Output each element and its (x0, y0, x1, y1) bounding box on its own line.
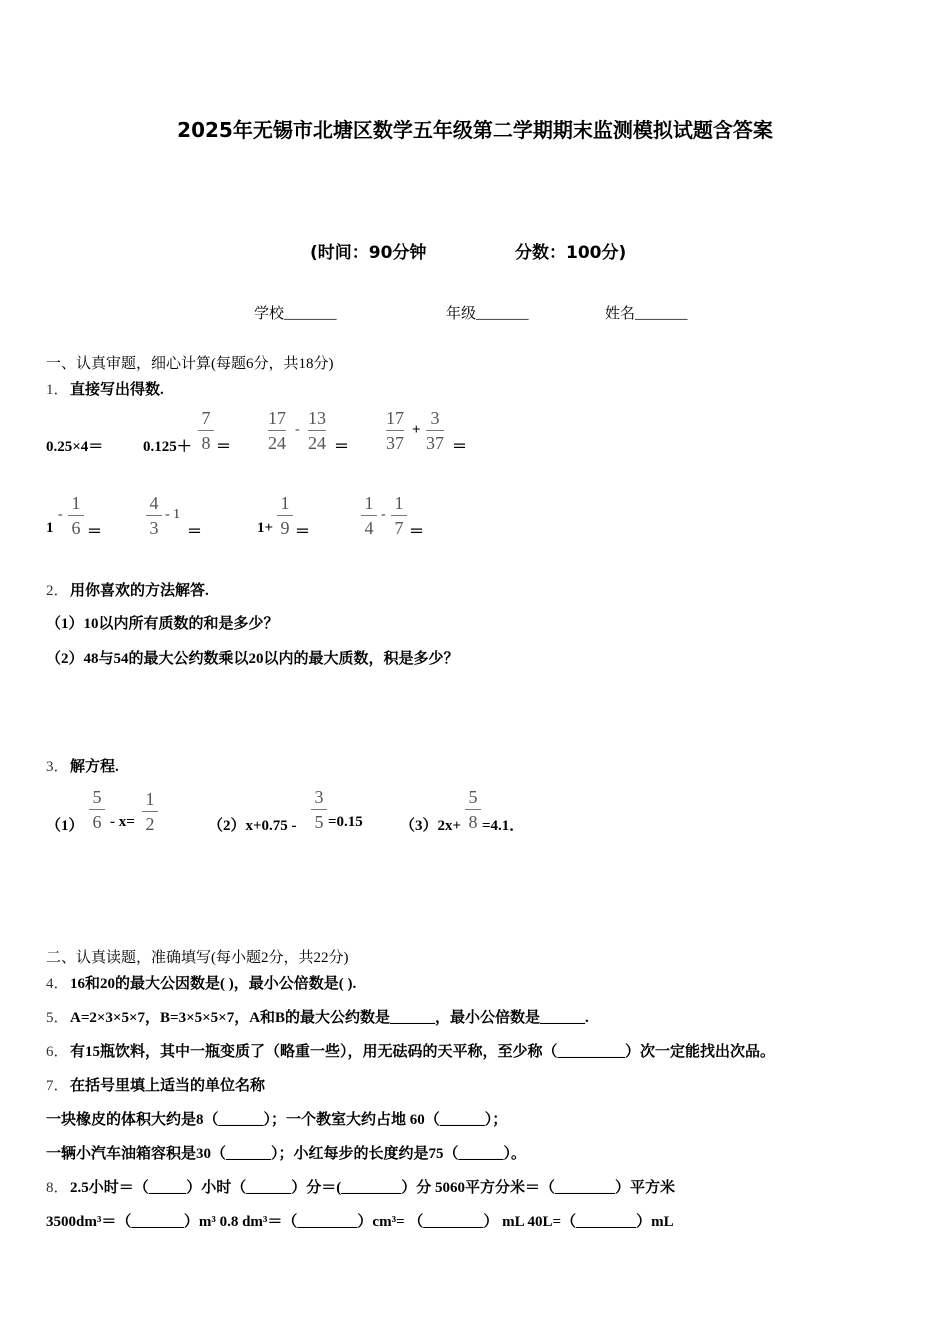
q1-r1-e4-op: + (412, 422, 421, 438)
exam-score: 分数：100分) (515, 243, 627, 263)
q5-text: A=2×3×5×7，B=3×5×5×7，A和B的最大公约数是______，最小公倍数是______. (70, 1010, 589, 1026)
numerator: 1 (145, 789, 155, 809)
q3-e1-fraction1 (89, 787, 105, 832)
numerator: 17 (386, 408, 404, 428)
q3-number: 3． (46, 759, 69, 775)
denominator: 9 (280, 518, 290, 538)
numerator: 1 (71, 493, 81, 513)
denominator: 3 (149, 518, 159, 538)
q2-part2: （2）48与54的最大公约数乘以20以内的最大质数，积是多少？ (46, 651, 459, 667)
q8-line1: 2.5小时＝（_____）小时（______）分＝(________）分 5060平方分米＝（________）平方米 (70, 1180, 675, 1196)
school-field: 学校_______ (254, 306, 337, 322)
numerator: 17 (268, 408, 286, 428)
fraction-bar (308, 430, 326, 431)
q1-r1-e4-post: ＝ (452, 439, 468, 455)
denominator: 4 (364, 518, 374, 538)
fraction-bar (146, 515, 162, 516)
denominator: 24 (268, 433, 286, 453)
denominator: 7 (394, 518, 404, 538)
q1-r2-e3-post: ＝ (295, 524, 311, 540)
numerator: 5 (92, 787, 102, 807)
q8-number: 8． (46, 1180, 69, 1196)
grade-field: 年级_______ (446, 306, 529, 322)
numerator: 1 (364, 493, 374, 513)
denominator: 8 (201, 433, 211, 453)
q3-e2-pre: （2）x+0.75 - (208, 818, 297, 834)
fraction-bar (277, 515, 293, 516)
numerator: 3 (430, 408, 440, 428)
q3-e1-fraction2 (142, 789, 158, 834)
q1-r2-e1-pre: 1 (46, 520, 54, 536)
q1-r1-e3-fraction1 (268, 408, 286, 453)
q1-r2-e3-pre: 1+ (257, 520, 274, 536)
fraction-bar (391, 515, 407, 516)
denominator: 8 (468, 812, 478, 832)
denominator: 24 (308, 433, 326, 453)
q3-e1-mid: - x= (110, 814, 135, 830)
q1-r1-e3-post: ＝ (334, 439, 350, 455)
q3-e3-post: =4.1． (482, 818, 525, 834)
q3-text: 解方程. (70, 759, 119, 775)
denominator: 37 (386, 433, 404, 453)
denominator: 2 (145, 814, 155, 834)
denominator: 5 (314, 812, 324, 832)
numerator: 7 (201, 408, 211, 428)
q1-r2-e2-op: - 1 (165, 507, 181, 522)
fraction-bar (68, 515, 84, 516)
q5-number: 5． (46, 1010, 69, 1026)
denominator: 37 (426, 433, 444, 453)
q1-r1-e4-fraction1 (386, 408, 404, 453)
q1-r2-e1-op: - (58, 507, 63, 522)
q1-r2-e1-fraction (68, 493, 84, 538)
numerator: 3 (314, 787, 324, 807)
fraction-bar (268, 430, 286, 431)
fraction-bar (89, 809, 105, 810)
numerator: 4 (149, 493, 159, 513)
q3-e2-fraction (311, 787, 327, 832)
q1-r1-e3-op: - (295, 422, 300, 437)
q1-r2-e2-fraction (146, 493, 162, 538)
q1-r1-e2-pre: 0.125＋ (143, 439, 192, 455)
numerator: 1 (394, 493, 404, 513)
section2-heading: 二、认真读题，准确填写(每小题2分，共22分) (46, 950, 349, 966)
q1-r2-e4-op: - (381, 507, 386, 522)
q6-number: 6． (46, 1044, 69, 1060)
numerator: 5 (468, 787, 478, 807)
q1-r2-e4-fraction2 (391, 493, 407, 538)
fraction-bar (361, 515, 377, 516)
numerator: 13 (308, 408, 326, 428)
q1-r2-e1-post: ＝ (87, 524, 103, 540)
exam-time: (时间：90分钟 (310, 243, 427, 263)
q3-e3-pre: （3）2x+ (400, 818, 462, 834)
q8-line2: 3500dm³＝（_______）m³ 0.8 dm³＝（________）cm³= （________） mL 40L=（________）mL (46, 1214, 674, 1230)
q1-text: 直接写出得数. (70, 382, 164, 398)
q7-number: 7． (46, 1078, 69, 1094)
q7-text: 在括号里填上适当的单位名称 (70, 1078, 266, 1094)
q4-number: 4． (46, 976, 69, 992)
fraction-bar (426, 430, 444, 431)
q1-r2-e2-post: ＝ (187, 524, 203, 540)
q1-r1-e1: 0.25×4＝ (46, 439, 104, 455)
q1-r2-e3-fraction (277, 493, 293, 538)
q2-part1: （1）10以内所有质数的和是多少？ (46, 616, 279, 632)
fraction-bar (386, 430, 404, 431)
q3-e3-fraction (465, 787, 481, 832)
q2-text: 用你喜欢的方法解答. (70, 583, 209, 599)
q1-number: 1． (46, 382, 69, 398)
fraction-bar (311, 809, 327, 810)
q6-text: 有15瓶饮料，其中一瓶变质了（略重一些），用无砝码的天平称，至少称（_________）次一定能找出次品。 (70, 1044, 776, 1060)
q1-r1-e4-fraction2 (426, 408, 444, 453)
q1-r1-e2-fraction (198, 408, 214, 453)
name-field: 姓名_______ (605, 306, 688, 322)
denominator: 6 (71, 518, 81, 538)
q2-number: 2． (46, 583, 69, 599)
q1-r2-e4-post: ＝ (409, 524, 425, 540)
numerator: 1 (280, 493, 290, 513)
q1-r2-e4-fraction1 (361, 493, 377, 538)
fraction-bar (465, 809, 481, 810)
q4-text: 16和20的最大公因数是( )，最小公倍数是( ). (70, 976, 357, 992)
denominator: 6 (92, 812, 102, 832)
q7-line2: 一辆小汽车油箱容积是30（______）；小红每步的长度约是75（______）。 (46, 1146, 527, 1162)
q3-e1-pre: （1） (46, 818, 84, 834)
q3-e2-post: =0.15 (328, 814, 363, 830)
q1-r1-e3-fraction2 (308, 408, 326, 453)
page-title: 2025年无锡市北塘区数学五年级第二学期期末监测模拟试题含答案 (177, 118, 773, 142)
q1-r1-e2-post: ＝ (216, 439, 232, 455)
fraction-bar (198, 430, 214, 431)
section1-heading: 一、认真审题，细心计算(每题6分，共18分) (46, 356, 334, 372)
fraction-bar (142, 811, 158, 812)
q7-line1: 一块橡皮的体积大约是8（______）；一个教室大约占地 60（______）； (46, 1112, 508, 1128)
